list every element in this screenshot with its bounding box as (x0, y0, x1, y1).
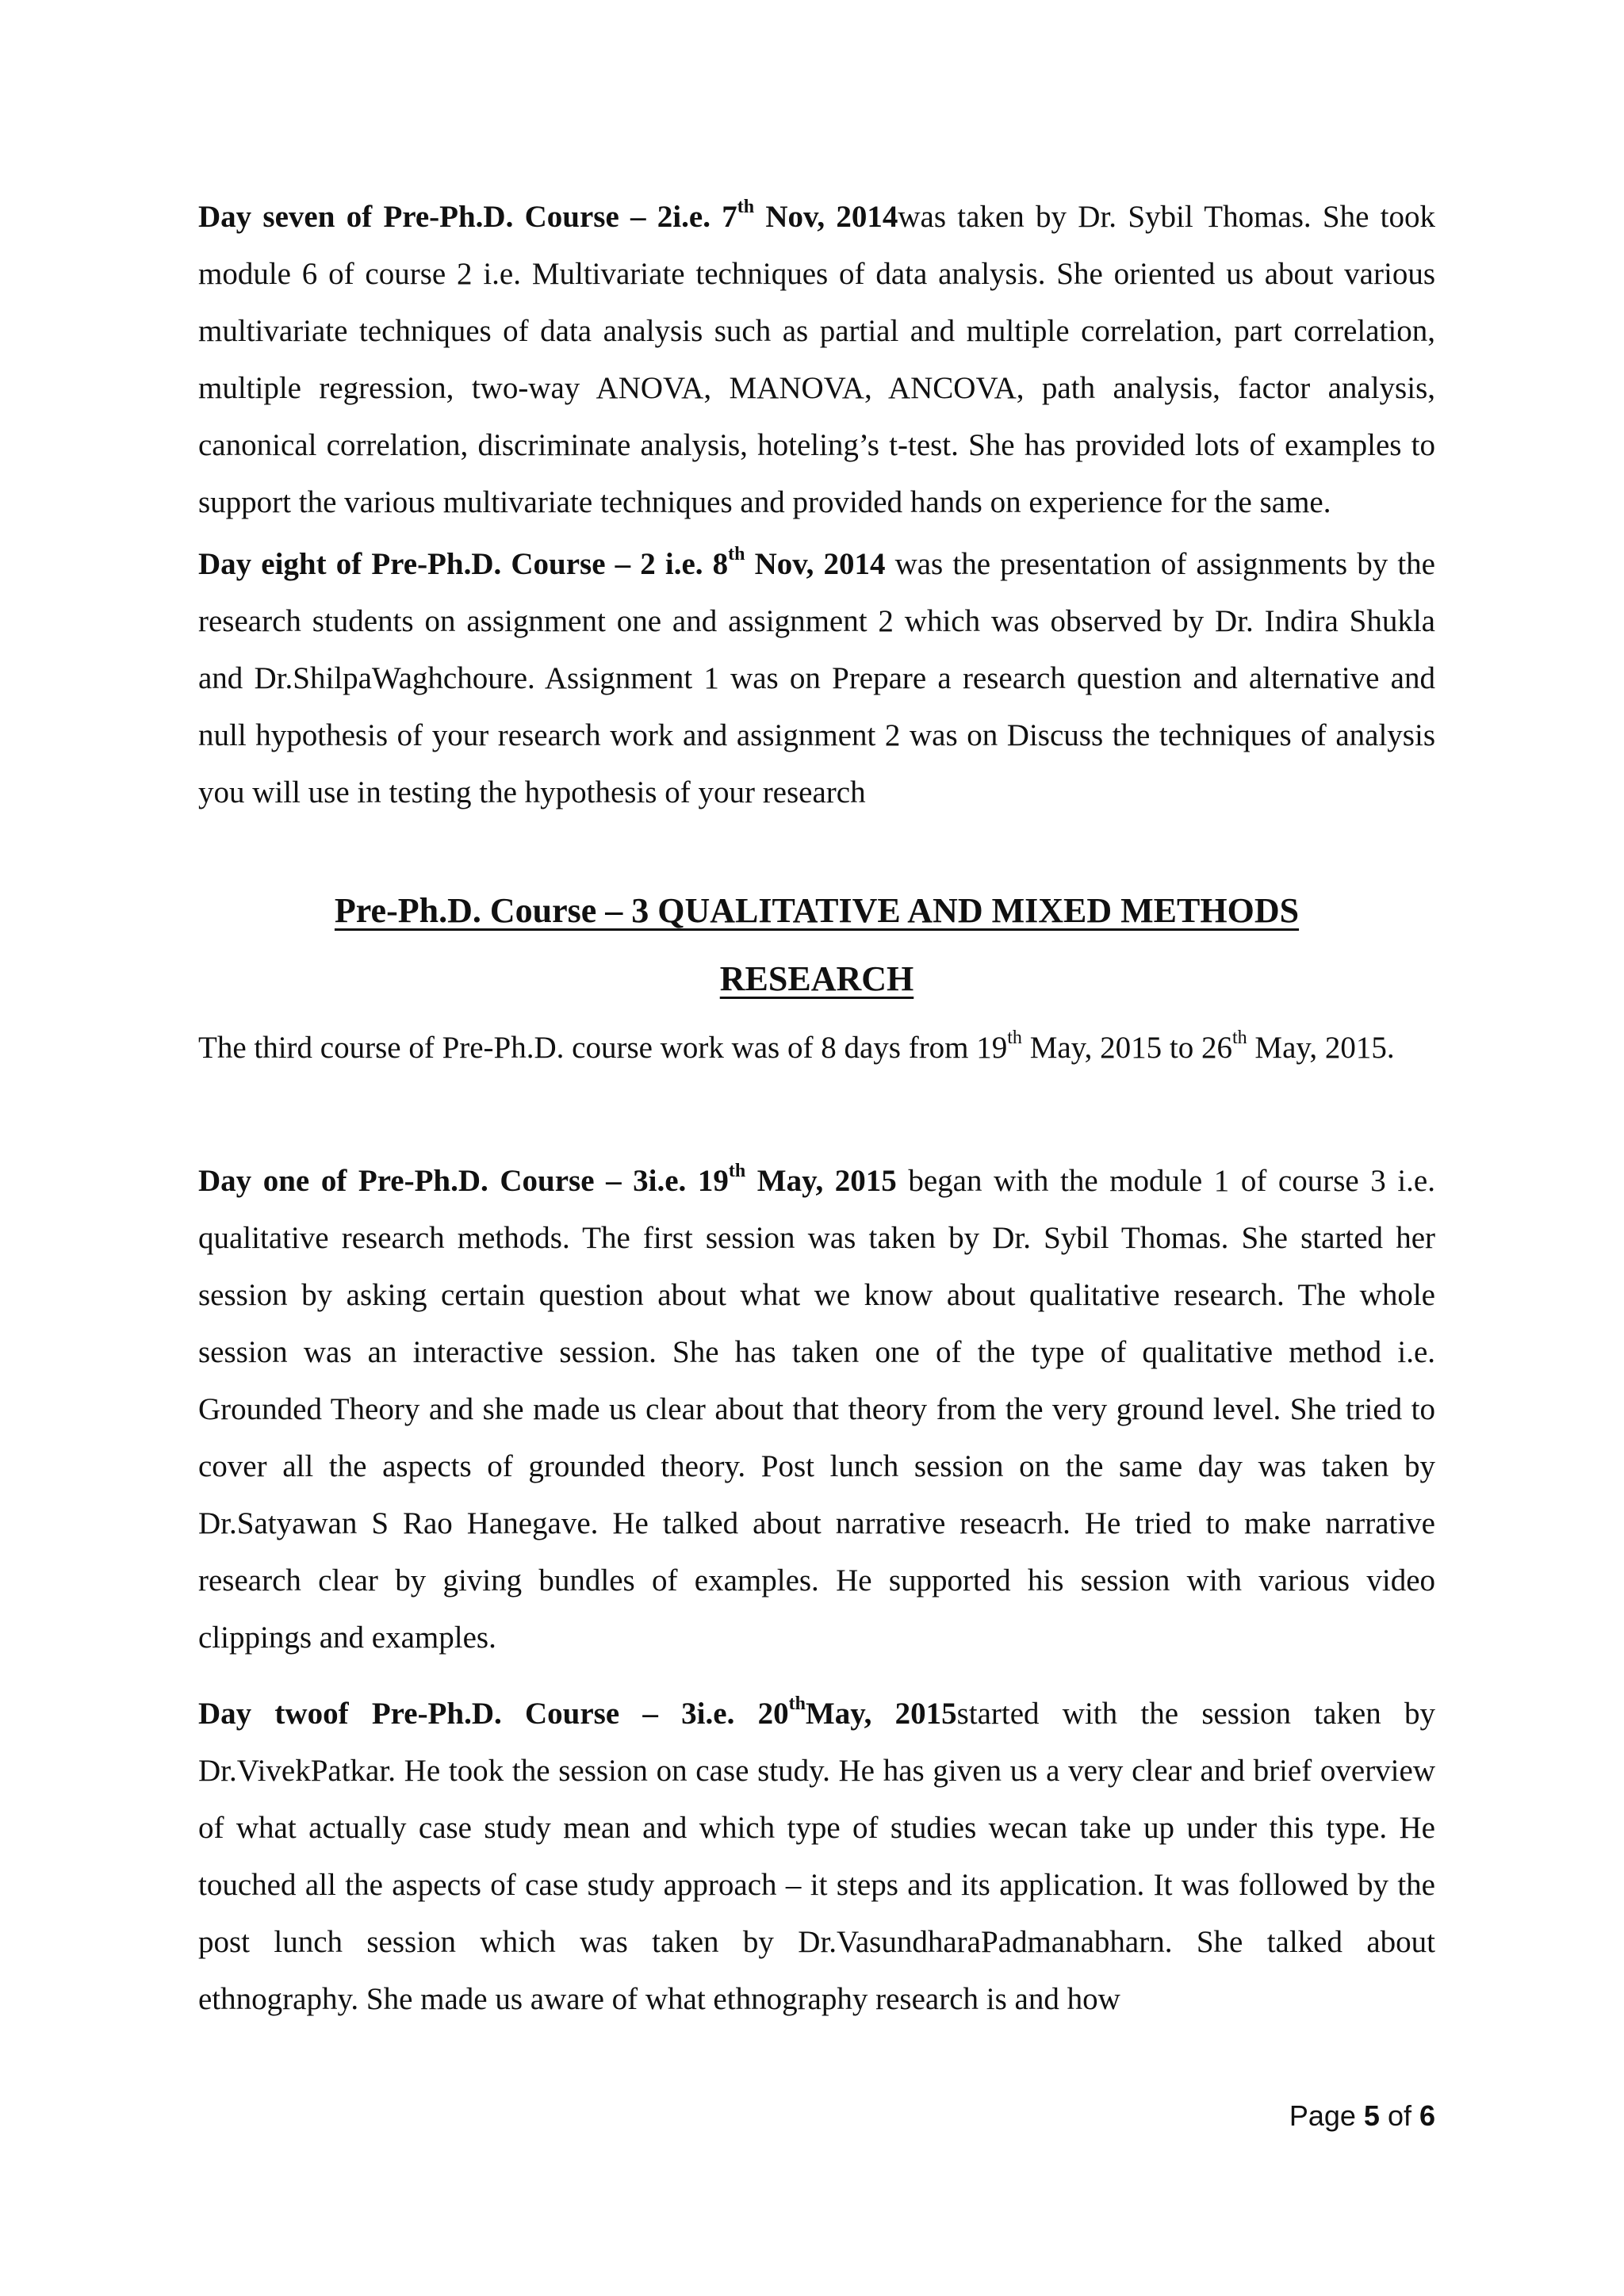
ordinal-suffix: th (728, 1161, 746, 1181)
paragraph-lead (198, 1693, 957, 1731)
paragraph-body: started with the session taken by Dr.VivekPatkar. He took the session on case study. He has given us a very clear and brief overview of what actually case study mean and which type of studies wecan take up under this type. He touched all the aspects of case study approach – it steps and its application. It was followed by the post lunch session which was taken by Dr.VasundharaPadmanabharn. She talked about ethnography. She made us aware of what ethnography research is and how (198, 1697, 1435, 2016)
current-page-number: 5 (1363, 2099, 1380, 2132)
intro-text: May, 2015 to 26 (1021, 1031, 1232, 1065)
paragraph-lead (198, 544, 886, 581)
paragraph-body: began with the module 1 of course 3 i.e. qualitative research methods. The first session was taken by Dr. Sybil Thomas. She started her session by asking certain question about what we know about qualitative research. The whole session was an interactive session. She has taken one of the type of qualitative method i.e. Grounded Theory and she made us clear about that theory from the very ground level. She tried to cover all the aspects of grounded theory. Post lunch session on the same day was taken by Dr.Satyawan S Rao Hanegave. He talked about narrative reseacrh. He tried to make narrative research clear by giving bundles of examples. He supported his session with various video clippings and examples. (198, 1164, 1435, 1655)
ordinal-suffix: th (1007, 1027, 1022, 1048)
total-page-number: 6 (1419, 2099, 1435, 2132)
paragraph-lead (198, 1161, 897, 1198)
lead-date: Nov, 2014 (754, 200, 898, 234)
lead-text: Day seven of Pre-Ph.D. Course – 2i.e. 7 (198, 200, 737, 234)
ordinal-suffix: th (728, 544, 745, 564)
paragraph-day-eight (198, 536, 1435, 821)
ordinal-suffix: th (737, 197, 755, 217)
paragraph-course3-day-one (198, 1153, 1435, 1667)
ordinal-suffix: th (1231, 1027, 1247, 1048)
footer-page-word: Page (1289, 2099, 1364, 2132)
lead-date: Nov, 2014 (745, 547, 886, 581)
paragraph-body: was taken by Dr. Sybil Thomas. She took module 6 of course 2 i.e. Multivariate techniques of data analysis. She oriented us about various multivariate techniques of data analysis such as partial and multiple correlation, part correlation, multiple regression, two-way ANOVA, MANOVA, ANCOVA, path analysis, factor analysis, canonical correlation, discriminate analysis, hoteling’s t-test. She has provided lots of examples to support the various multivariate techniques and provided hands on experience for the same. (198, 200, 1436, 519)
paragraph-body: was the presentation of assignments by the research students on assignment one and assignment 2 which was observed by Dr. Indira Shukla and Dr.ShilpaWaghchoure. Assignment 1 was on Prepare a research question and alternative and null hypothesis of your research work and assignment 2 was on Discuss the techniques of analysis you will use in testing the hypothesis of your research (198, 547, 1435, 809)
page-number-footer (1289, 2099, 1435, 2133)
spacer (198, 1134, 1435, 1153)
paragraph-course-intro (198, 1020, 1435, 1134)
lead-text: Day twoof Pre-Ph.D. Course – 3i.e. 20 (198, 1697, 789, 1731)
lead-date: May, 2015 (745, 1164, 897, 1198)
ordinal-suffix: th (788, 1693, 806, 1714)
footer-of-word: of (1379, 2099, 1419, 2132)
intro-text: May, 2015. (1247, 1031, 1395, 1065)
spacer (198, 1667, 1435, 1686)
spacer (198, 821, 1435, 877)
section-heading: Pre-Ph.D. Course – 3 QUALITATIVE AND MIXED METHODS RESEARCH (334, 891, 1300, 998)
paragraph-lead (198, 197, 898, 234)
document-page (198, 189, 1435, 2028)
paragraph-day-seven (198, 189, 1436, 519)
paragraph-course3-day-two (198, 1686, 1435, 2028)
lead-date: May, 2015 (805, 1697, 957, 1731)
spacer (198, 1013, 1435, 1020)
lead-text: Day one of Pre-Ph.D. Course – 3i.e. 19 (198, 1164, 729, 1198)
lead-text: Day eight of Pre-Ph.D. Course – 2 i.e. 8 (198, 547, 729, 581)
intro-text: The third course of Pre-Ph.D. course work was of 8 days from 19 (198, 1031, 1008, 1065)
